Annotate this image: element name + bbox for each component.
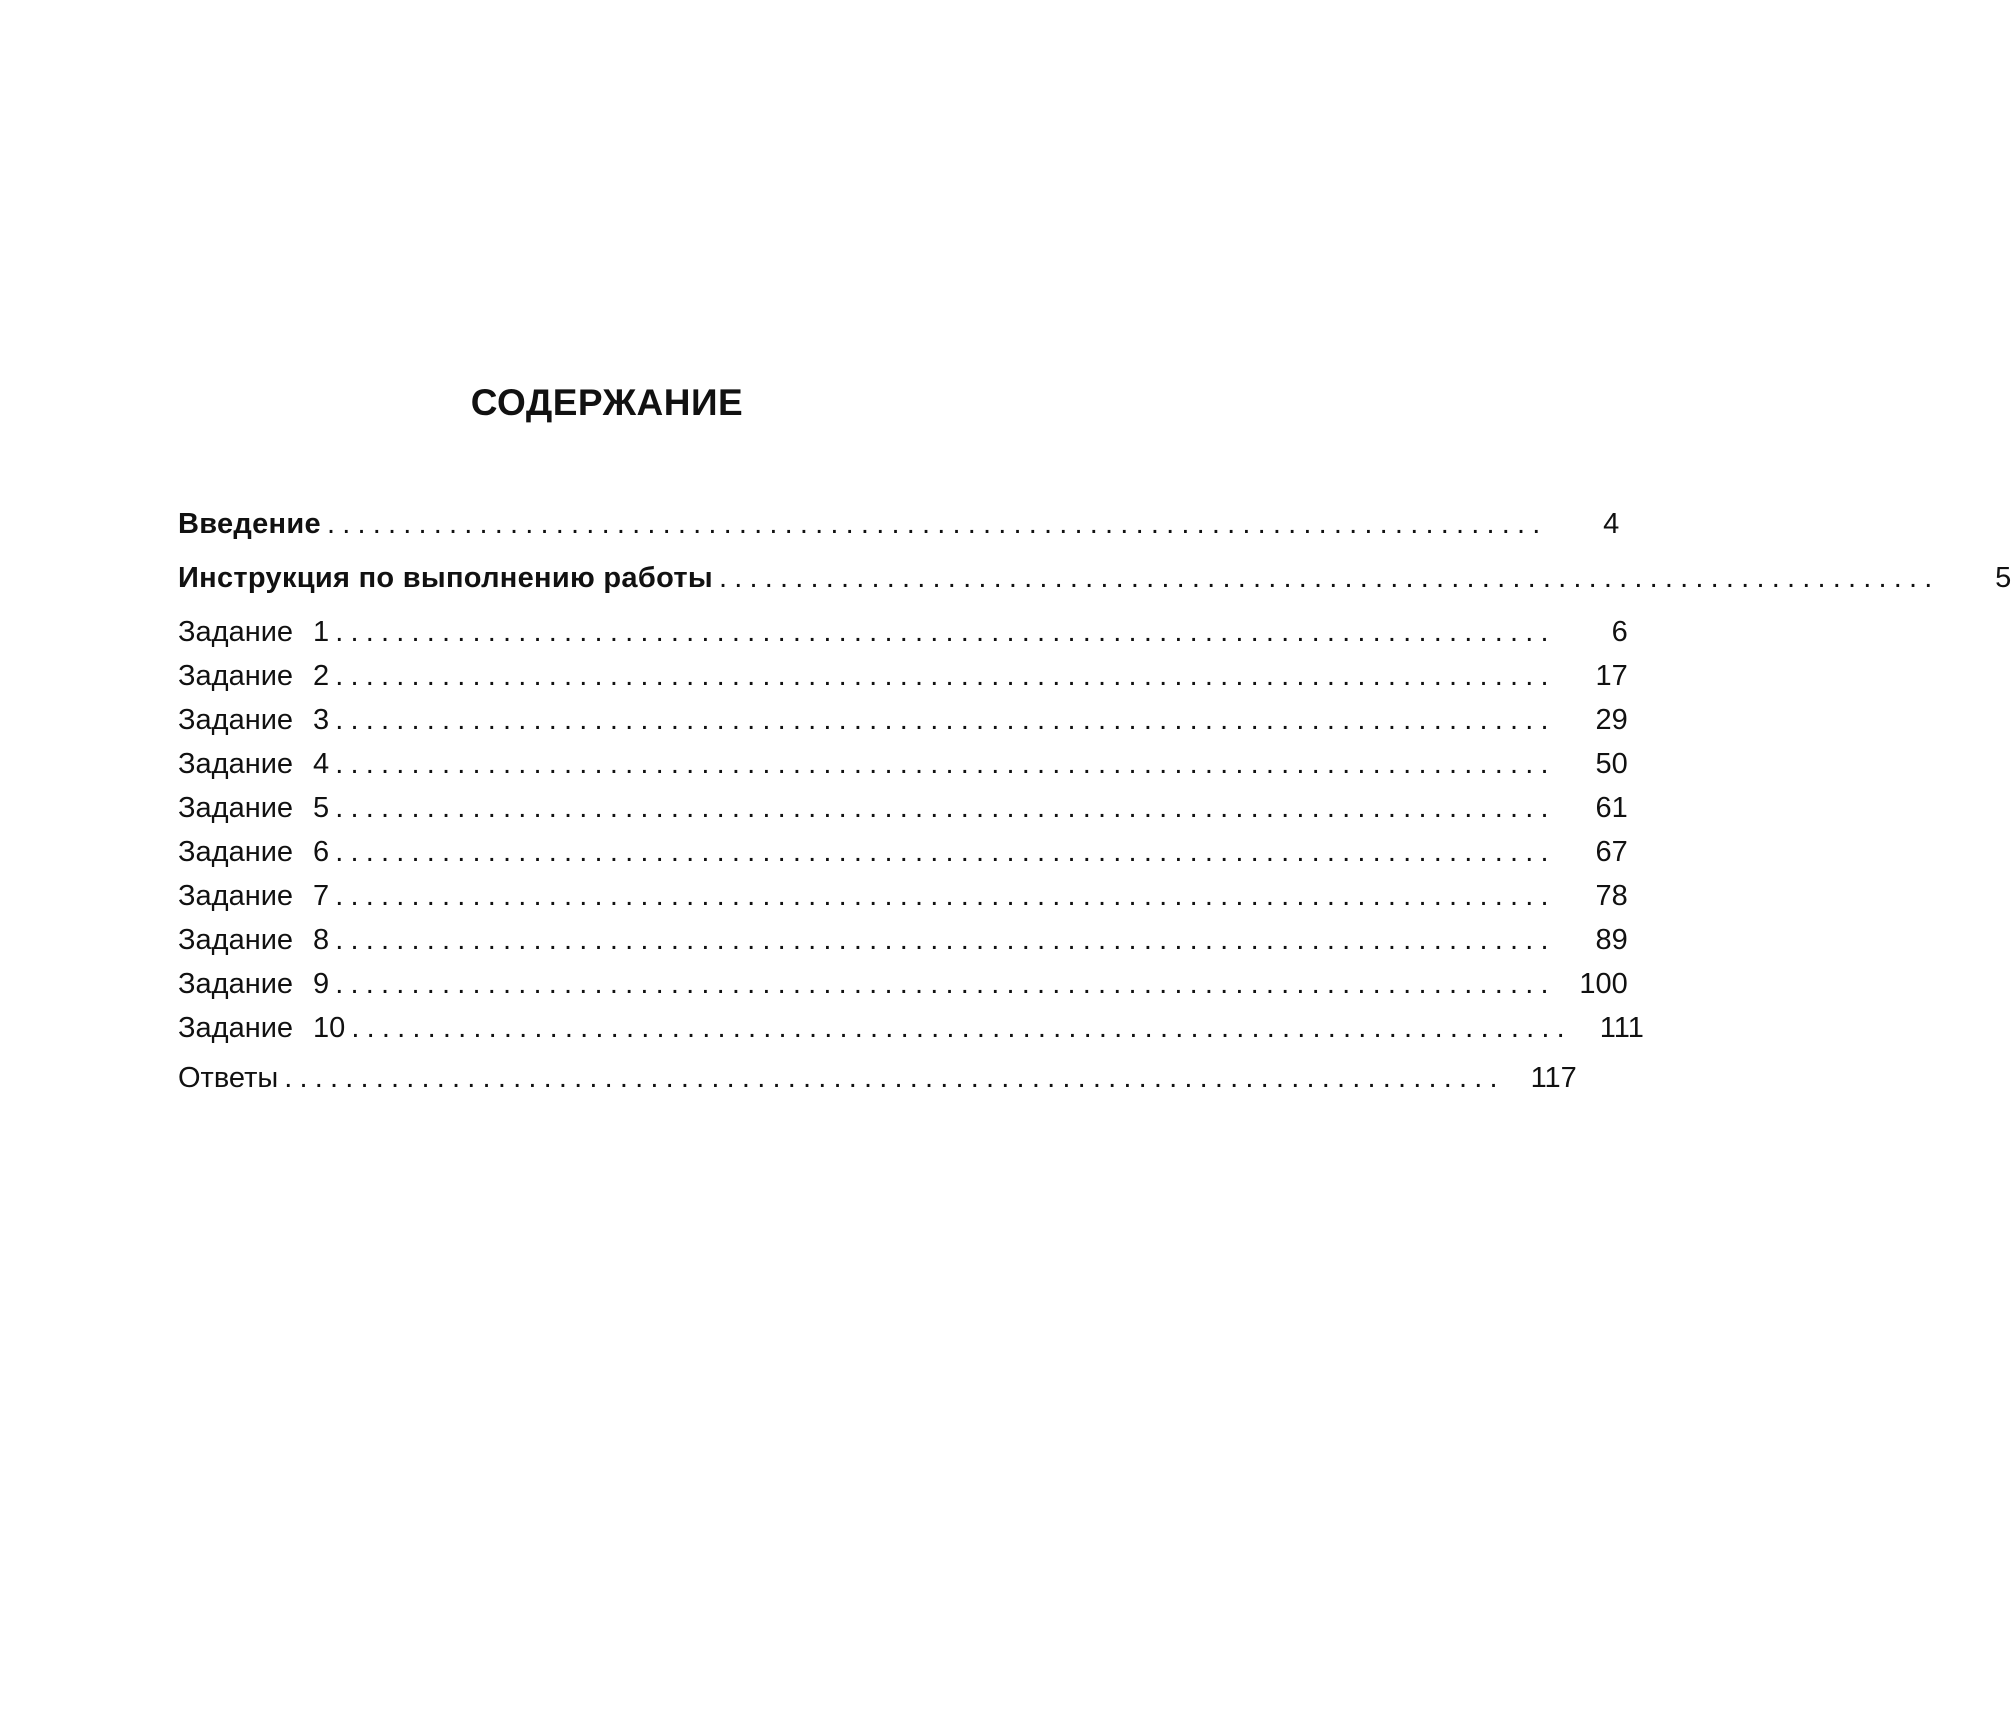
toc-page-number: 4: [1603, 508, 1620, 540]
toc-entry-label: [178, 1012, 351, 1045]
toc-entry-text: Задание: [178, 968, 294, 1000]
toc-entry-answers[interactable]: [178, 1062, 1577, 1106]
toc-entry-number: 4: [313, 748, 330, 780]
toc-entry-number: 9: [313, 968, 330, 1000]
dot-leader: ................................................................................: [335, 704, 1556, 736]
toc-entry-task-2[interactable]: [178, 660, 1628, 704]
toc-entry-label: Инструкция по выполнению работы: [178, 562, 713, 594]
toc-entry-text: Задание: [178, 836, 294, 868]
toc-entry-task-3[interactable]: [178, 704, 1628, 748]
toc-entry-label: [178, 704, 335, 737]
toc-entry-task-9[interactable]: [178, 968, 1628, 1012]
toc-entry-text: Задание: [178, 660, 294, 692]
dot-leader: ................................................................................: [718, 562, 1940, 594]
dot-leader: ................................................................................: [335, 880, 1556, 912]
toc-entry-text: Задание: [178, 792, 294, 824]
toc-entry-text: Задание: [178, 748, 294, 780]
toc-entry-label: [178, 748, 335, 781]
toc-entry-label: [178, 660, 335, 693]
toc-entry-number: 2: [313, 660, 330, 692]
toc-entry-label: Введение: [178, 508, 321, 540]
toc-entry-task-4[interactable]: [178, 748, 1628, 792]
toc-page-number: 29: [1595, 704, 1628, 736]
toc-entry-number: 3: [313, 704, 330, 736]
dot-leader: ................................................................................: [335, 968, 1556, 1000]
toc-entry-number: 1: [313, 616, 330, 648]
toc-page-number: 6: [1611, 616, 1628, 648]
toc-entry-number: 10: [313, 1012, 346, 1044]
dot-leader: ................................................................................: [284, 1062, 1505, 1094]
toc-page-number: 89: [1595, 924, 1628, 956]
toc-entry-label: [178, 924, 335, 957]
toc-entry-number: 7: [313, 880, 330, 912]
toc-entry-task-10[interactable]: [178, 1012, 1644, 1056]
dot-leader: ................................................................................: [335, 836, 1556, 868]
dot-leader: ................................................................................: [335, 660, 1556, 692]
dot-leader: ................................................................................: [335, 748, 1556, 780]
table-of-contents: [178, 508, 2012, 1106]
dot-leader: ................................................................................: [335, 924, 1556, 956]
dot-leader: ................................................................................: [351, 1012, 1572, 1044]
toc-entry-label: [178, 880, 335, 913]
toc-entry-text: Задание: [178, 924, 294, 956]
toc-page-number: 17: [1595, 660, 1628, 692]
toc-entry-number: 8: [313, 924, 330, 956]
dot-leader: ................................................................................: [335, 792, 1556, 824]
page-title: СОДЕРЖАНИЕ: [470, 382, 744, 423]
toc-page-number: 5: [1995, 562, 2012, 594]
toc-page-number: 50: [1595, 748, 1628, 780]
toc-entry-label: [178, 616, 335, 649]
toc-entry-task-8[interactable]: [178, 924, 1628, 968]
toc-page-number: 117: [1530, 1062, 1577, 1094]
toc-entry-task-1[interactable]: [178, 616, 1628, 660]
toc-entry-text: Задание: [178, 1012, 294, 1044]
toc-entry-task-5[interactable]: [178, 792, 1628, 836]
toc-entry-number: 5: [313, 792, 330, 824]
dot-leader: ................................................................................: [326, 508, 1548, 540]
toc-page-number: 61: [1595, 792, 1628, 824]
toc-entry-label: [178, 792, 335, 825]
toc-page-number: 67: [1595, 836, 1628, 868]
toc-entry-text: Задание: [178, 880, 294, 912]
toc-entry-instructions[interactable]: [178, 562, 2012, 606]
toc-entry-text: Задание: [178, 704, 294, 736]
toc-entry-task-6[interactable]: [178, 836, 1628, 880]
toc-entry-task-7[interactable]: [178, 880, 1628, 924]
toc-page-number: 111: [1599, 1012, 1644, 1044]
toc-entry-text: Задание: [178, 616, 294, 648]
toc-entry-label: [178, 968, 335, 1001]
toc-entry-label: [178, 836, 335, 869]
toc-page-number: 100: [1579, 968, 1628, 1000]
toc-entry-number: 6: [313, 836, 330, 868]
dot-leader: ................................................................................: [335, 616, 1556, 648]
toc-page-number: 78: [1595, 880, 1628, 912]
toc-entry-introduction[interactable]: [178, 508, 1620, 552]
toc-entry-label: Ответы: [178, 1062, 279, 1094]
